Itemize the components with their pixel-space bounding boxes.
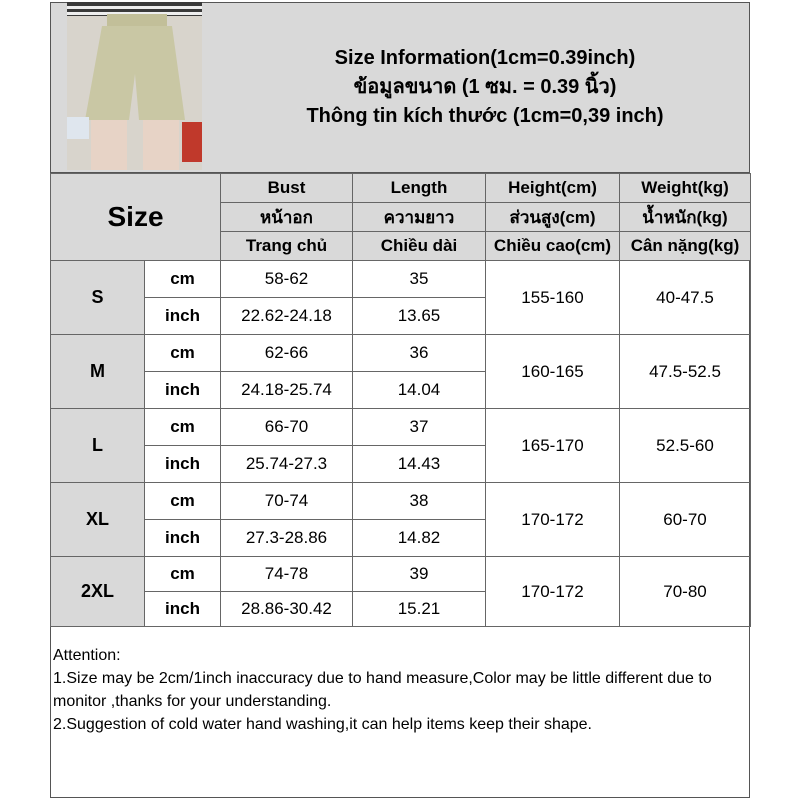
weight-value: 70-80 [620,557,751,627]
bust-inch: 22.62-24.18 [221,298,353,335]
length-cm: 36 [353,335,486,372]
bust-cm: 62-66 [221,335,353,372]
unit-label: cm [145,483,221,520]
weight-value: 40-47.5 [620,261,751,335]
size-label: S [51,261,145,335]
bust-cm: 66-70 [221,409,353,446]
unit-label: cm [145,557,221,592]
column-header-bust-vi: Trang chủ [221,232,353,261]
unit-label: inch [145,592,221,627]
height-value: 170-172 [486,483,620,557]
length-inch: 14.43 [353,446,486,483]
bust-inch: 27.3-28.86 [221,520,353,557]
attention-note-1: 1.Size may be 2cm/1inch inaccuracy due to hand measure,Color may be little different due to monitor ,thanks for your understanding. [53,670,712,710]
column-header-bust-th: หน้าอก [221,203,353,232]
length-inch: 14.04 [353,372,486,409]
attention-note-2: 2.Suggestion of cold water hand washing,it can help items keep their shape. [53,716,592,733]
unit-label: cm [145,261,221,298]
shorts-photo-illustration [67,2,202,170]
column-header-bust: Bust [221,174,353,203]
column-header-weight-th: น้ำหนัก(kg) [620,203,751,232]
length-inch: 13.65 [353,298,486,335]
column-header-length-vi: Chiều dài [353,232,486,261]
column-header-weight-vi: Cân nặng(kg) [620,232,751,261]
column-header-length: Length [353,174,486,203]
column-header-height-th: ส่วนสูง(cm) [486,203,620,232]
weight-value: 47.5-52.5 [620,335,751,409]
bust-cm: 70-74 [221,483,353,520]
size-table [50,173,751,627]
size-label: 2XL [51,557,145,627]
unit-label: inch [145,298,221,335]
column-header-length-th: ความยาว [353,203,486,232]
column-header-height-vi: Chiều cao(cm) [486,232,620,261]
unit-label: inch [145,520,221,557]
weight-value: 60-70 [620,483,751,557]
column-header-height: Height(cm) [486,174,620,203]
table-row [51,483,751,520]
table-row [51,335,751,372]
table-row [51,261,751,298]
unit-label: inch [145,372,221,409]
table-row [51,557,751,592]
length-cm: 35 [353,261,486,298]
height-value: 160-165 [486,335,620,409]
bust-cm: 58-62 [221,261,353,298]
length-inch: 15.21 [353,592,486,627]
length-cm: 37 [353,409,486,446]
size-column-title: Size [51,174,221,261]
length-inch: 14.82 [353,520,486,557]
table-header-row-en [51,174,751,203]
attention-notes [53,644,748,736]
unit-label: cm [145,409,221,446]
size-info-vietnamese: Thông tin kích thước (1cm=0,39 inch) [306,105,664,127]
weight-value: 52.5-60 [620,409,751,483]
size-label: M [51,335,145,409]
column-header-weight: Weight(kg) [620,174,751,203]
bust-cm: 74-78 [221,557,353,592]
height-value: 155-160 [486,261,620,335]
product-photo [67,2,202,170]
table-row [51,409,751,446]
bust-inch: 25.74-27.3 [221,446,353,483]
height-value: 170-172 [486,557,620,627]
unit-label: cm [145,335,221,372]
size-label: XL [51,483,145,557]
bust-inch: 28.86-30.42 [221,592,353,627]
height-value: 165-170 [486,409,620,483]
size-info-english: Size Information(1cm=0.39inch) [334,47,636,69]
length-cm: 38 [353,483,486,520]
size-info-thai: ข้อมูลขนาด (1 ซม. = 0.39 นิ้ว) [353,76,617,98]
attention-title: Attention: [53,647,121,664]
size-label: L [51,409,145,483]
bust-inch: 24.18-25.74 [221,372,353,409]
length-cm: 39 [353,557,486,592]
unit-label: inch [145,446,221,483]
size-info-block [220,2,750,173]
